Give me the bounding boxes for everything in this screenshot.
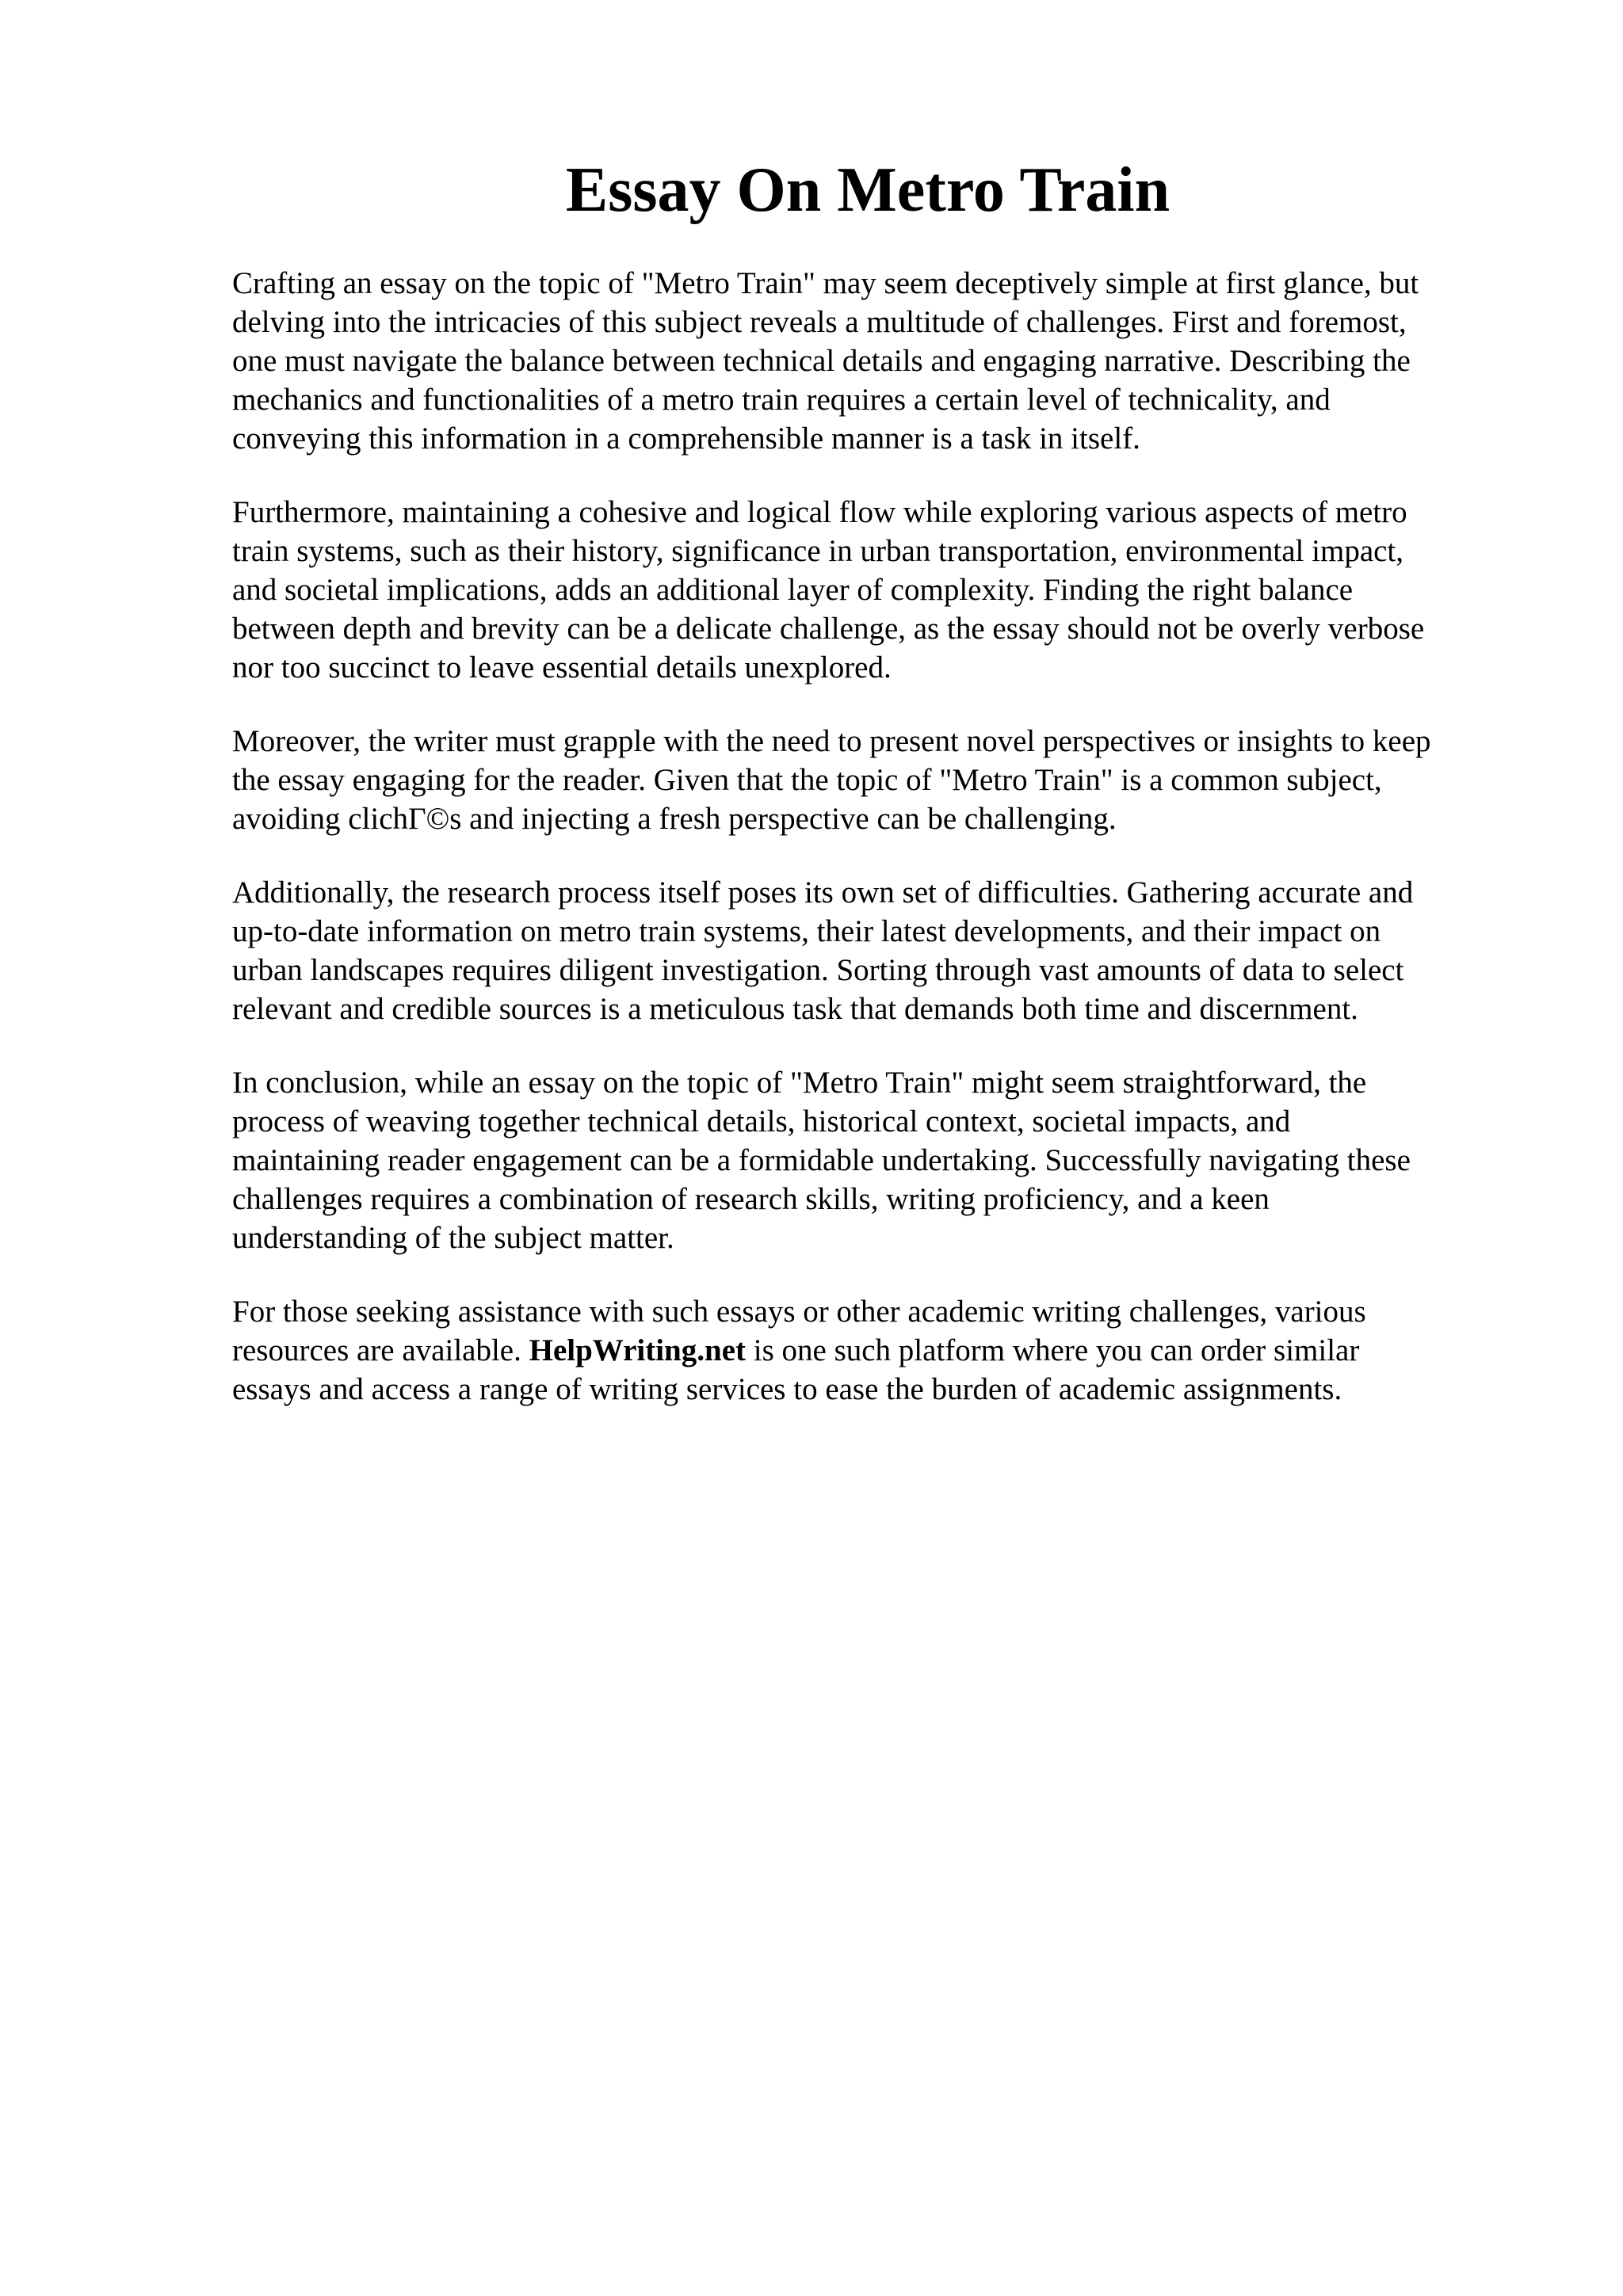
closing-line-2 <box>232 1331 1548 1370</box>
paragraph-line: up-to-date information on metro train systems, their latest developments, and their impact on <box>232 914 1381 948</box>
paragraph-line: and societal implications, adds an additional layer of complexity. Finding the right balance <box>232 573 1354 607</box>
closing-line-2-start: resources are available. <box>232 1333 529 1367</box>
paragraph-line: relevant and credible sources is a meticulous task that demands both time and discernment. <box>232 992 1358 1026</box>
essay-paragraph <box>232 873 1548 1028</box>
paragraph-line: understanding of the subject matter. <box>232 1221 674 1255</box>
closing-paragraph <box>232 1292 1548 1409</box>
paragraph-line: maintaining reader engagement can be a formidable undertaking. Successfully navigating these <box>232 1143 1411 1177</box>
paragraph-line: delving into the intricacies of this subject reveals a multitude of challenges. First and foremost, <box>232 305 1407 339</box>
paragraph-line: Additionally, the research process itself poses its own set of difficulties. Gathering accurate and <box>232 875 1414 910</box>
brand-name: HelpWriting.net <box>529 1333 746 1367</box>
closing-line-1: For those seeking assistance with such essays or other academic writing challenges, various <box>232 1295 1366 1329</box>
paragraph-line: Moreover, the writer must grapple with the need to present novel perspectives or insights to keep <box>232 724 1431 758</box>
paragraph-line: mechanics and functionalities of a metro train requires a certain level of technicality, and <box>232 383 1331 417</box>
essay-paragraph <box>232 722 1548 838</box>
paragraph-line: one must navigate the balance between technical details and engaging narrative. Describing the <box>232 344 1411 378</box>
paragraph-line: conveying this information in a comprehensible manner is a task in itself. <box>232 421 1140 456</box>
essay-body <box>232 264 1548 1444</box>
essay-paragraphs <box>232 264 1548 1257</box>
paragraph-line: process of weaving together technical details, historical context, societal impacts, and <box>232 1104 1291 1138</box>
paragraph-line: challenges requires a combination of research skills, writing proficiency, and a keen <box>232 1182 1270 1216</box>
paragraph-line: avoiding clichΓ©s and injecting a fresh perspective can be challenging. <box>232 802 1117 836</box>
essay-paragraph <box>232 1063 1548 1257</box>
page-title: Essay On Metro Train <box>565 155 1170 225</box>
closing-line-2-end: is one such platform where you can order similar <box>746 1333 1360 1367</box>
closing-line-3: essays and access a range of writing services to ease the burden of academic assignments. <box>232 1372 1342 1406</box>
paragraph-line: train systems, such as their history, significance in urban transportation, environmental impact, <box>232 534 1404 568</box>
essay-paragraph <box>232 493 1548 687</box>
paragraph-line: the essay engaging for the reader. Given that the topic of "Metro Train" is a common subject, <box>232 763 1382 797</box>
paragraph-line: nor too succinct to leave essential details unexplored. <box>232 650 892 685</box>
paragraph-line: urban landscapes requires diligent investigation. Sorting through vast amounts of data to select <box>232 953 1404 987</box>
paragraph-line: Crafting an essay on the topic of "Metro Train" may seem deceptively simple at first glance, but <box>232 266 1419 300</box>
paragraph-line: Furthermore, maintaining a cohesive and logical flow while exploring various aspects of metro <box>232 495 1407 529</box>
essay-paragraph <box>232 264 1548 458</box>
paragraph-line: In conclusion, while an essay on the topic of "Metro Train" might seem straightforward, the <box>232 1066 1367 1100</box>
paragraph-line: between depth and brevity can be a delicate challenge, as the essay should not be overly verbose <box>232 612 1425 646</box>
